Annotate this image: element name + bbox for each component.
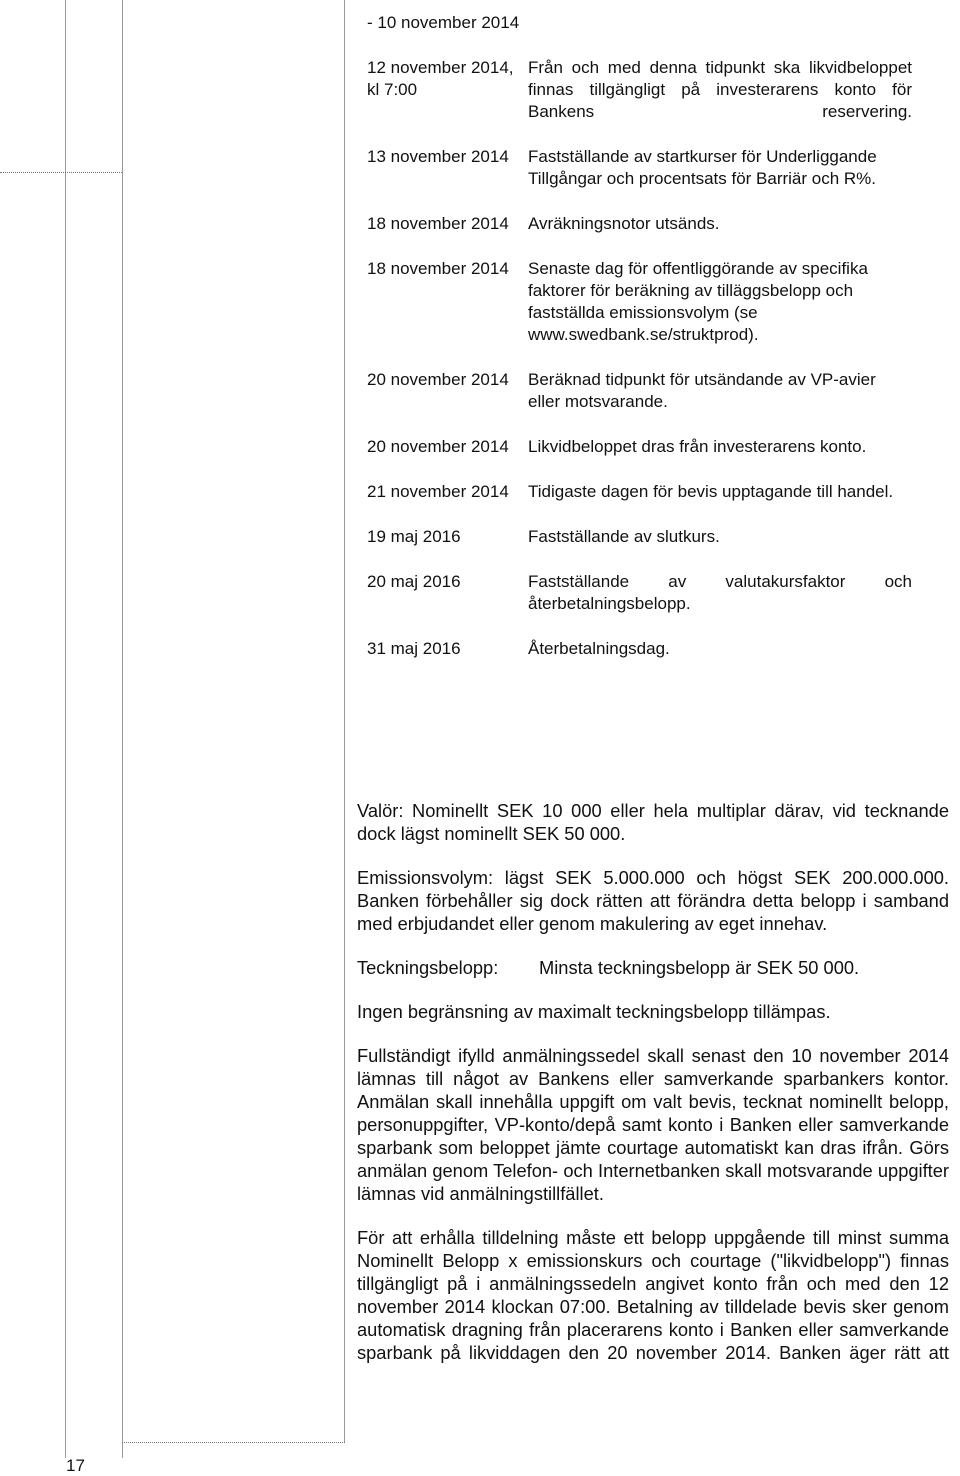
dotted-divider-left [0,172,122,173]
schedule-description: Fastställande av startkurser för Underliggande Tillgångar och procentsats för Barriär och R%. [528,147,877,188]
application-paragraph: Fullständigt ifylld anmälningssedel skall senast den 10 november 2014 lämnas till något av Bankens eller samverkande sparbankers kontor. Anmälan skall innehålla uppgift om valt bevis, tecknat nominellt belopp, personuppgifter, VP-konto/depå samt konto i Banken eller samverkande sparbank som beloppet jämte courtage automatiskt kan dras ifrån. Görs anmälan genom Telefon- och Internetbanken skall motsvarande uppgifter lämnas vid anmälningstillfället. [357,1045,949,1204]
schedule-description: Från och med denna tidpunkt ska likvidbeloppet finnas tillgängligt på investerarens konto för Bankens reservering. [528,58,912,121]
terms-body [357,799,949,1364]
margin-rule-inner [122,0,123,1458]
schedule-row [367,146,912,190]
schedule-row [367,213,912,235]
schedule-date: 20 november 2014 [367,437,509,456]
schedule-description [528,12,912,34]
schedule-row [367,571,912,615]
schedule-date: 18 november 2014 [367,214,509,233]
schedule-description: Senaste dag för offentliggörande av specifika faktorer för beräkning av tilläggsbelopp och fastställda emissionsvolym (se www.swedbank.se/struktprod). [528,259,868,344]
schedule-description: Likvidbeloppet dras från investerarens konto. [528,437,867,456]
page-number: 17 [66,1456,85,1475]
schedule-date: 31 maj 2016 [367,639,461,658]
schedule-date: 21 november 2014 [367,482,509,501]
schedule-row [367,258,912,346]
no-limit-paragraph: Ingen begränsning av maximalt teckningsbelopp tillämpas. [357,1001,831,1022]
schedule-description: Fastställande av valutakursfaktor och återbetalningsbelopp. [528,572,912,613]
schedule-date: - 10 november 2014 [367,13,520,32]
schedule-row [367,369,912,413]
schedule-date: 18 november 2014 [367,259,509,278]
schedule-list [367,12,912,683]
schedule-date: 13 november 2014 [367,147,509,166]
schedule-description: Tidigaste dagen för bevis upptagande till handel. [528,482,894,501]
schedule-date: 20 maj 2016 [367,572,461,591]
schedule-description: Avräkningsnotor utsänds. [528,214,720,233]
schedule-description: Återbetalningsdag. [528,639,670,658]
margin-rule-outer [65,0,66,1458]
schedule-date: 20 november 2014 [367,370,509,389]
allocation-paragraph: För att erhålla tilldelning måste ett belopp uppgående till minst summa Nominellt Belopp x emissionskurs och courtage ("likvidbelopp") finnas tillgängligt på i anmälningssedeln angivet konto från och med den 12 november 2014 klockan 07:00. Betalning av tilldelade bevis sker genom automatisk dragning från placerarens konto i Banken eller samverkande sparbank på likviddagen den 20 november 2014. Banken äger rätt att [357,1227,949,1363]
subscription-amount-label: Teckningsbelopp: [357,957,499,978]
column-rule [344,0,345,1442]
schedule-date: 12 november 2014, kl 7:00 [367,58,514,99]
subscription-amount-value: Minsta teckningsbelopp är SEK 50 000. [539,957,860,978]
schedule-description: Beräknad tidpunkt för utsändande av VP-avier eller motsvarande. [528,370,876,411]
schedule-row [367,436,912,458]
valor-paragraph: Valör: Nominellt SEK 10 000 eller hela multiplar därav, vid tecknande dock lägst nominellt SEK 50 000. [357,800,949,844]
emission-volume-paragraph: Emissionsvolym: lägst SEK 5.000.000 och högst SEK 200.000.000. Banken förbehåller sig dock rätten att förändra detta belopp i samband med erbjudandet eller genom makulering av eget innehav. [357,867,949,934]
schedule-date: 19 maj 2016 [367,527,461,546]
schedule-row [367,481,912,503]
schedule-row [367,57,912,123]
schedule-row [367,12,912,34]
schedule-description: Fastställande av slutkurs. [528,527,720,546]
dotted-divider-bottom [122,1442,345,1443]
subscription-amount-paragraph [357,956,949,979]
schedule-row [367,638,912,660]
schedule-row [367,526,912,548]
